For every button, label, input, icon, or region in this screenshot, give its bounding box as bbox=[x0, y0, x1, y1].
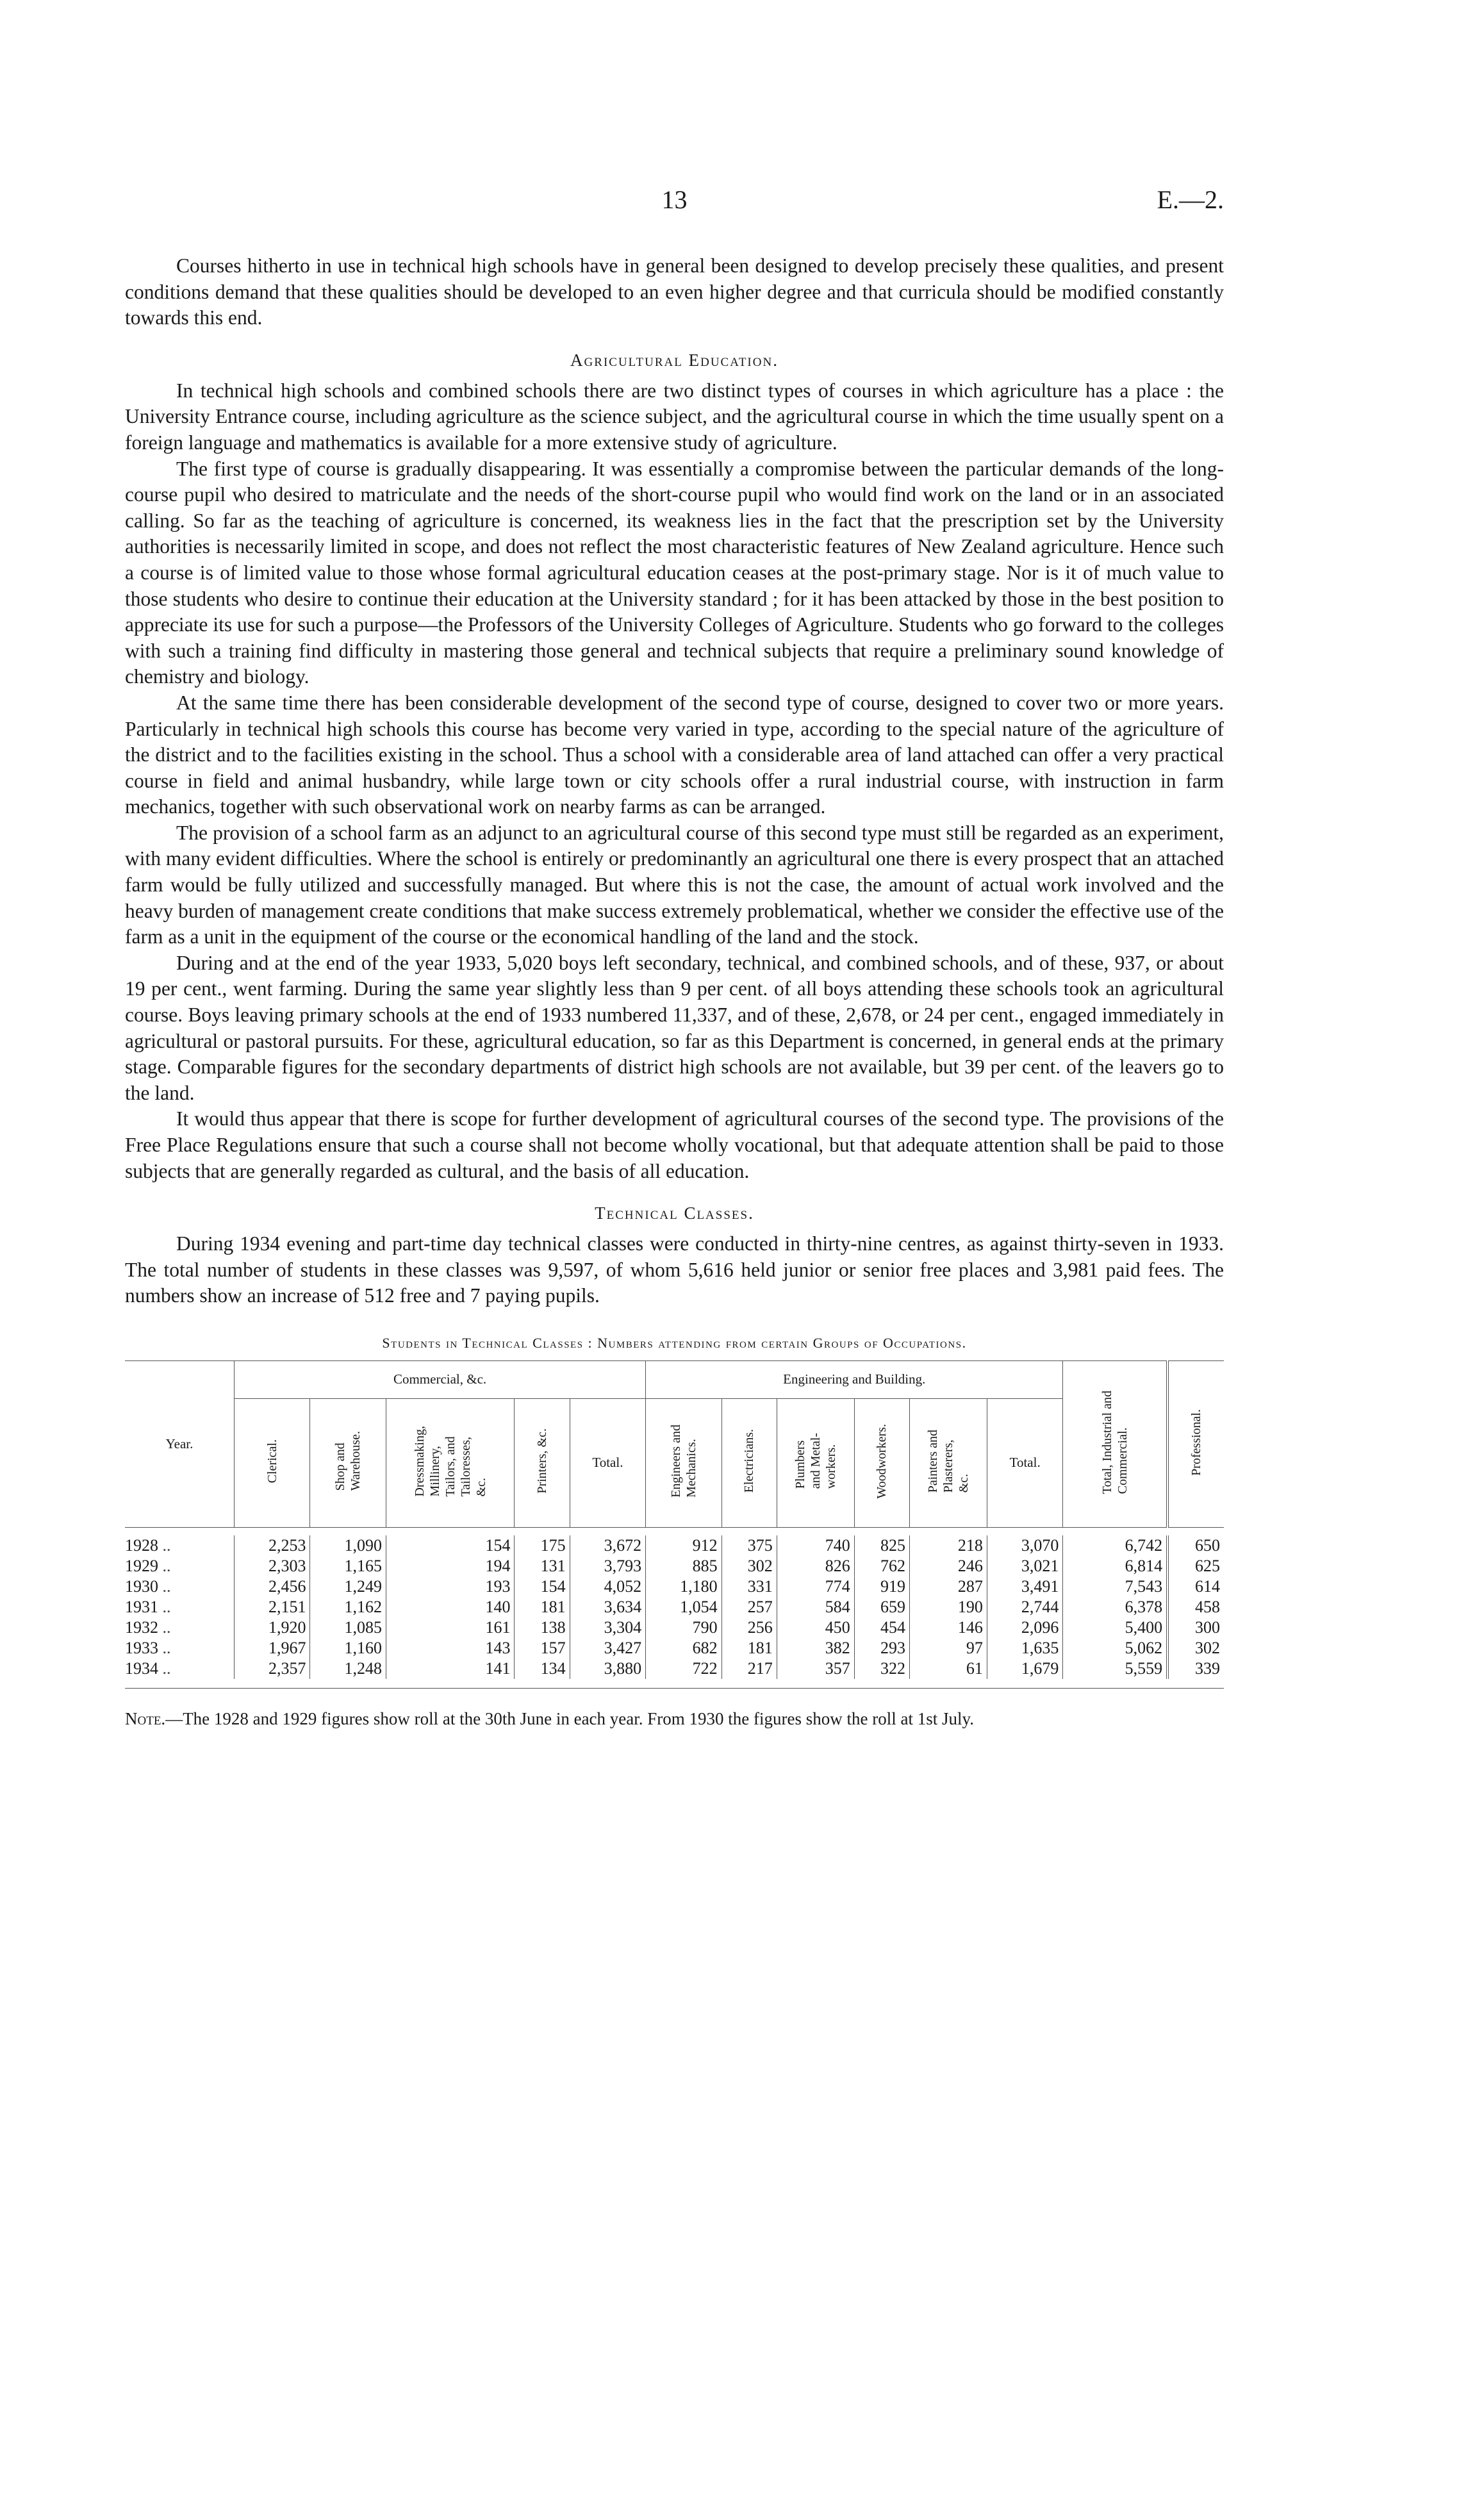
col-header-total-engineering: Total. bbox=[987, 1398, 1062, 1527]
cell-dots: .. bbox=[162, 1597, 171, 1616]
intro-paragraph: Courses hitherto in use in technical high schools have in general been designed to develop precisely these qualities, and present conditions demand that these qualities should be developed to an even higher degree and that curricula should be modified constantly towards this end. bbox=[125, 254, 1224, 329]
cell-electricians: 257 bbox=[721, 1597, 777, 1617]
table-body bbox=[125, 1527, 1224, 1688]
cell-printers: 138 bbox=[515, 1617, 570, 1638]
agri-paragraph: The first type of course is gradually disappearing. It was essentially a compromise between the particular demands of the long-course pupil who desired to matriculate and the needs of the short-course pupil who would find work on the land or in an associated calling. So far as the teaching of agriculture is concerned, its weakness lies in the fact that the prescription set by the University authorities is necessarily limited in scope, and does not reflect the most characteristic features of New Zealand agriculture. Hence such a course is of limited value to those whose formal agricultural education ceases at the post-primary stage. Nor is it of much value to those students who desire to continue their education at the University standard ; for it has been attacked by those in the best position to appreciate its use for such a purpose—the Professors of the University Colleges of Agriculture. Students who go forward to the colleges with such a training find difficulty in mastering those general and technical subjects that require a preliminary sound knowledge of chemistry and biology. bbox=[125, 457, 1224, 688]
cell-printers: 154 bbox=[515, 1576, 570, 1597]
cell-electricians: 181 bbox=[721, 1638, 777, 1658]
cell-clerical: 2,456 bbox=[235, 1576, 310, 1597]
cell-plumbers: 450 bbox=[777, 1617, 854, 1638]
cell-printers: 157 bbox=[515, 1638, 570, 1658]
table-row bbox=[125, 1617, 1224, 1638]
cell-engineers: 722 bbox=[646, 1658, 721, 1679]
col-header-plumbers: Plumbers and Metal- workers. bbox=[777, 1398, 854, 1527]
cell-plumbers: 584 bbox=[777, 1597, 854, 1617]
cell-total-commercial: 3,672 bbox=[570, 1535, 645, 1556]
group-header-commercial: Commercial, &c. bbox=[235, 1360, 646, 1398]
cell-woodworkers: 454 bbox=[854, 1617, 909, 1638]
cell-printers: 131 bbox=[515, 1556, 570, 1576]
cell-total-engineering: 2,096 bbox=[987, 1617, 1062, 1638]
cell-year: 1934 bbox=[125, 1658, 158, 1678]
col-header-electricians: Electricians. bbox=[721, 1398, 777, 1527]
table-row bbox=[125, 1597, 1224, 1617]
cell-engineers: 1,054 bbox=[646, 1597, 721, 1617]
cell-clerical: 2,303 bbox=[235, 1556, 310, 1576]
cell-woodworkers: 322 bbox=[854, 1658, 909, 1679]
note-label: Note. bbox=[125, 1708, 166, 1728]
cell-dots: .. bbox=[162, 1638, 171, 1657]
cell-year: 1932 bbox=[125, 1617, 158, 1637]
col-header-painters: Painters and Plasterers, &c. bbox=[909, 1398, 987, 1527]
cell-total-engineering: 3,491 bbox=[987, 1576, 1062, 1597]
note-text: —The 1928 and 1929 figures show roll at the 30th June in each year. From 1930 the figures show the roll at 1st July. bbox=[165, 1708, 974, 1728]
cell-plumbers: 382 bbox=[777, 1638, 854, 1658]
cell-printers: 175 bbox=[515, 1535, 570, 1556]
cell-dressmaking: 141 bbox=[386, 1658, 515, 1679]
cell-dots: .. bbox=[162, 1556, 171, 1575]
cell-year: 1930 bbox=[125, 1576, 158, 1596]
agri-paragraph: At the same time there has been considerable development of the second type of course, designed to cover two or more years. Particularly in technical high schools this course has become very varied in type, according to the special nature of the agriculture of the district and to the facilities existing in the school. Thus a school with a considerable area of land attached can offer a very practical course in field and animal husbandry, while large town or city schools offer a rural industrial course, with instruction in farm mechanics, together with such observational work on nearby farms as can be arranged. bbox=[125, 691, 1224, 818]
tech-paragraph: During 1934 evening and part-time day technical classes were conducted in thirty-nine centres, as against thirty-seven in 1933. The total number of students in these classes was 9,597, of whom 5,616 held junior or senior free places and 3,981 paid fees. The numbers show an increase of 512 free and 7 paying pupils. bbox=[125, 1232, 1224, 1307]
agri-paragraph: During and at the end of the year 1933, 5,020 boys left secondary, technical, and combined schools, and of these, 937, or about 19 per cent., went farming. During the same year slightly less than 9 per cent. of all boys attending these schools took an agricultural course. Boys leaving primary schools at the end of 1933 numbered 11,337, and of these, 2,678, or 24 per cent., engaged immediately in agricultural or pastoral pursuits. For these, agricultural education, so far as this Department is concerned, in general ends at the primary stage. Comparable figures for the secondary departments of district high schools are not available, but 39 per cent. of the leavers go to the land. bbox=[125, 951, 1224, 1104]
cell-total-commercial: 3,427 bbox=[570, 1638, 645, 1658]
cell-shop: 1,249 bbox=[310, 1576, 386, 1597]
page-number: 13 bbox=[661, 185, 688, 214]
cell-dressmaking: 143 bbox=[386, 1638, 515, 1658]
cell-plumbers: 826 bbox=[777, 1556, 854, 1576]
cell-engineers: 682 bbox=[646, 1638, 721, 1658]
cell-shop: 1,248 bbox=[310, 1658, 386, 1679]
cell-total-industrial: 6,742 bbox=[1063, 1535, 1167, 1556]
cell-total-industrial: 5,400 bbox=[1063, 1617, 1167, 1638]
cell-plumbers: 357 bbox=[777, 1658, 854, 1679]
cell-painters: 246 bbox=[909, 1556, 987, 1576]
cell-clerical: 2,253 bbox=[235, 1535, 310, 1556]
cell-total-industrial: 6,378 bbox=[1063, 1597, 1167, 1617]
cell-dressmaking: 154 bbox=[386, 1535, 515, 1556]
cell-total-engineering: 1,679 bbox=[987, 1658, 1062, 1679]
cell-professional: 625 bbox=[1167, 1556, 1224, 1576]
cell-shop: 1,160 bbox=[310, 1638, 386, 1658]
cell-shop: 1,162 bbox=[310, 1597, 386, 1617]
col-header-woodworkers: Woodworkers. bbox=[854, 1398, 909, 1527]
agri-paragraph: It would thus appear that there is scope for further development of agricultural courses of the second type. The provisions of the Free Place Regulations ensure that such a course shall not become wholly vocational, but that adequate attention shall be paid to those subjects that are generally regarded as cultural, and the basis of all education. bbox=[125, 1107, 1224, 1182]
cell-electricians: 331 bbox=[721, 1576, 777, 1597]
agri-paragraph: The provision of a school farm as an adjunct to an agricultural course of this second type must still be regarded as an experiment, with many evident difficulties. Where the school is entirely or predominantly an agricultural one there is every prospect that an attached farm would be fully utilized and successfully managed. But where this is not the case, the amount of actual work involved and the heavy burden of management create conditions that make success extremely problematical, whether we consider the effective use of the farm as a unit in the equipment of the course or the economical handling of the land and the stock. bbox=[125, 821, 1224, 948]
document-reference: E.—2. bbox=[1157, 185, 1224, 214]
col-header-professional: Professional. bbox=[1167, 1360, 1224, 1527]
page-body bbox=[125, 253, 1224, 1747]
cell-year: 1933 bbox=[125, 1638, 158, 1657]
cell-painters: 190 bbox=[909, 1597, 987, 1617]
cell-total-engineering: 1,635 bbox=[987, 1638, 1062, 1658]
cell-total-commercial: 3,793 bbox=[570, 1556, 645, 1576]
group-header-engineering: Engineering and Building. bbox=[646, 1360, 1063, 1398]
cell-professional: 302 bbox=[1167, 1638, 1224, 1658]
table-row bbox=[125, 1658, 1224, 1679]
cell-total-commercial: 3,304 bbox=[570, 1617, 645, 1638]
cell-shop: 1,090 bbox=[310, 1535, 386, 1556]
cell-year: 1928 bbox=[125, 1535, 158, 1555]
cell-woodworkers: 825 bbox=[854, 1535, 909, 1556]
cell-total-industrial: 7,543 bbox=[1063, 1576, 1167, 1597]
cell-electricians: 375 bbox=[721, 1535, 777, 1556]
cell-shop: 1,165 bbox=[310, 1556, 386, 1576]
table-note bbox=[125, 1708, 1224, 1730]
cell-electricians: 256 bbox=[721, 1617, 777, 1638]
col-header-shop: Shop and Warehouse. bbox=[310, 1398, 386, 1527]
cell-total-engineering: 2,744 bbox=[987, 1597, 1062, 1617]
cell-total-engineering: 3,021 bbox=[987, 1556, 1062, 1576]
cell-dots: .. bbox=[162, 1617, 171, 1637]
col-header-dressmaking: Dressmaking, Millinery, Tailors, and Tailoresses, &c. bbox=[386, 1398, 515, 1527]
cell-woodworkers: 293 bbox=[854, 1638, 909, 1658]
cell-woodworkers: 659 bbox=[854, 1597, 909, 1617]
section-heading-technical: Technical Classes. bbox=[595, 1203, 754, 1223]
cell-total-commercial: 4,052 bbox=[570, 1576, 645, 1597]
table-row bbox=[125, 1638, 1224, 1658]
cell-clerical: 1,967 bbox=[235, 1638, 310, 1658]
cell-total-commercial: 3,880 bbox=[570, 1658, 645, 1679]
cell-clerical: 2,151 bbox=[235, 1597, 310, 1617]
table-row bbox=[125, 1576, 1224, 1597]
cell-total-engineering: 3,070 bbox=[987, 1535, 1062, 1556]
cell-professional: 650 bbox=[1167, 1535, 1224, 1556]
cell-dressmaking: 161 bbox=[386, 1617, 515, 1638]
page-header bbox=[125, 185, 1224, 223]
occupations-table bbox=[125, 1360, 1224, 1689]
cell-woodworkers: 919 bbox=[854, 1576, 909, 1597]
col-header-clerical: Clerical. bbox=[235, 1398, 310, 1527]
cell-plumbers: 774 bbox=[777, 1576, 854, 1597]
cell-dots: .. bbox=[162, 1658, 171, 1678]
col-header-engineers: Engineers and Mechanics. bbox=[646, 1398, 721, 1527]
cell-professional: 458 bbox=[1167, 1597, 1224, 1617]
table-row bbox=[125, 1535, 1224, 1556]
cell-professional: 300 bbox=[1167, 1617, 1224, 1638]
col-header-total-industrial: Total, Industrial and Commercial. bbox=[1063, 1360, 1167, 1527]
cell-woodworkers: 762 bbox=[854, 1556, 909, 1576]
year-header: Year. bbox=[125, 1360, 235, 1527]
cell-total-industrial: 6,814 bbox=[1063, 1556, 1167, 1576]
cell-printers: 181 bbox=[515, 1597, 570, 1617]
cell-painters: 97 bbox=[909, 1638, 987, 1658]
cell-electricians: 302 bbox=[721, 1556, 777, 1576]
cell-year: 1929 bbox=[125, 1556, 158, 1575]
cell-professional: 339 bbox=[1167, 1658, 1224, 1679]
cell-dressmaking: 194 bbox=[386, 1556, 515, 1576]
cell-dressmaking: 140 bbox=[386, 1597, 515, 1617]
table-caption: Students in Technical Classes : Numbers attending from certain Groups of Occupations. bbox=[382, 1334, 967, 1351]
cell-clerical: 1,920 bbox=[235, 1617, 310, 1638]
cell-painters: 287 bbox=[909, 1576, 987, 1597]
cell-painters: 146 bbox=[909, 1617, 987, 1638]
cell-dressmaking: 193 bbox=[386, 1576, 515, 1597]
cell-professional: 614 bbox=[1167, 1576, 1224, 1597]
cell-plumbers: 740 bbox=[777, 1535, 854, 1556]
cell-engineers: 912 bbox=[646, 1535, 721, 1556]
cell-shop: 1,085 bbox=[310, 1617, 386, 1638]
cell-dots: .. bbox=[162, 1535, 171, 1555]
table-row bbox=[125, 1556, 1224, 1576]
cell-printers: 134 bbox=[515, 1658, 570, 1679]
agri-paragraph: In technical high schools and combined schools there are two distinct types of courses in which agriculture has a place : the University Entrance course, including agriculture as the science subject, and the agricultural course in which the time usually spent on a foreign language and mathematics is available for a more extensive study of agriculture. bbox=[125, 379, 1224, 454]
cell-engineers: 790 bbox=[646, 1617, 721, 1638]
cell-engineers: 885 bbox=[646, 1556, 721, 1576]
cell-clerical: 2,357 bbox=[235, 1658, 310, 1679]
cell-year: 1931 bbox=[125, 1597, 158, 1616]
cell-total-industrial: 5,559 bbox=[1063, 1658, 1167, 1679]
cell-painters: 218 bbox=[909, 1535, 987, 1556]
cell-total-commercial: 3,634 bbox=[570, 1597, 645, 1617]
cell-engineers: 1,180 bbox=[646, 1576, 721, 1597]
cell-total-industrial: 5,062 bbox=[1063, 1638, 1167, 1658]
cell-painters: 61 bbox=[909, 1658, 987, 1679]
cell-dots: .. bbox=[162, 1576, 171, 1596]
col-header-printers: Printers, &c. bbox=[515, 1398, 570, 1527]
col-header-total-commercial: Total. bbox=[570, 1398, 645, 1527]
cell-electricians: 217 bbox=[721, 1658, 777, 1679]
section-heading-agricultural: Agricultural Education. bbox=[570, 350, 779, 370]
